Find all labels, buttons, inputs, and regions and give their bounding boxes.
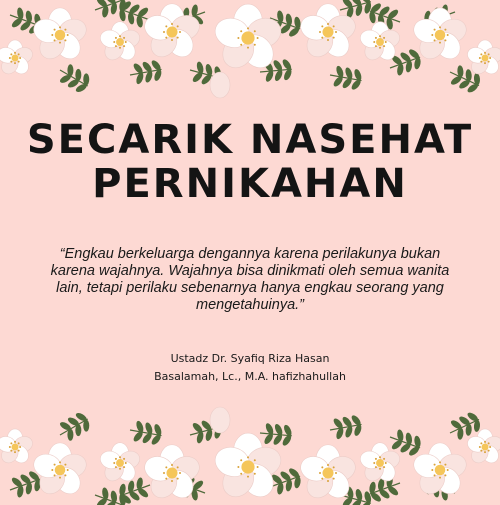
leaf-branch xyxy=(54,408,94,445)
flower-garland-top xyxy=(0,0,500,110)
flower-bud xyxy=(210,72,230,98)
flower xyxy=(211,433,284,503)
page-title xyxy=(0,118,500,206)
leaf-branch xyxy=(328,413,365,442)
leaf-branch xyxy=(128,418,165,447)
author-line-1: Ustadz Dr. Syafiq Riza Hasan xyxy=(170,352,330,365)
flower xyxy=(98,443,142,485)
flower-bud xyxy=(210,407,230,433)
leaf-branch xyxy=(54,60,94,97)
flower-garland-bottom xyxy=(0,395,500,505)
title-line-2: PERNIKAHAN xyxy=(92,161,408,207)
flower xyxy=(98,22,142,64)
leaf-branch xyxy=(128,58,165,87)
leaf-branch xyxy=(259,421,294,447)
flower xyxy=(31,443,90,499)
flower xyxy=(411,443,470,499)
author-credit xyxy=(0,350,500,386)
flower xyxy=(465,429,500,466)
author-line-2: Basalamah, Lc., M.A. hafizhahullah xyxy=(154,370,346,383)
flower xyxy=(411,8,470,64)
flower xyxy=(0,429,35,466)
flower xyxy=(0,40,35,77)
title-line-1: SECARIK NASEHAT xyxy=(26,117,474,163)
leaf-branch xyxy=(328,63,365,92)
quote-text: “Engkau berkeluarga dengannya karena perilakunya bukan karena wajahnya. Wajahnya bisa dinikmati oleh semua wanita lain, tetapi perilaku sebenarnya hanya engkau seorang yang mengetahuinya.” xyxy=(50,246,450,313)
